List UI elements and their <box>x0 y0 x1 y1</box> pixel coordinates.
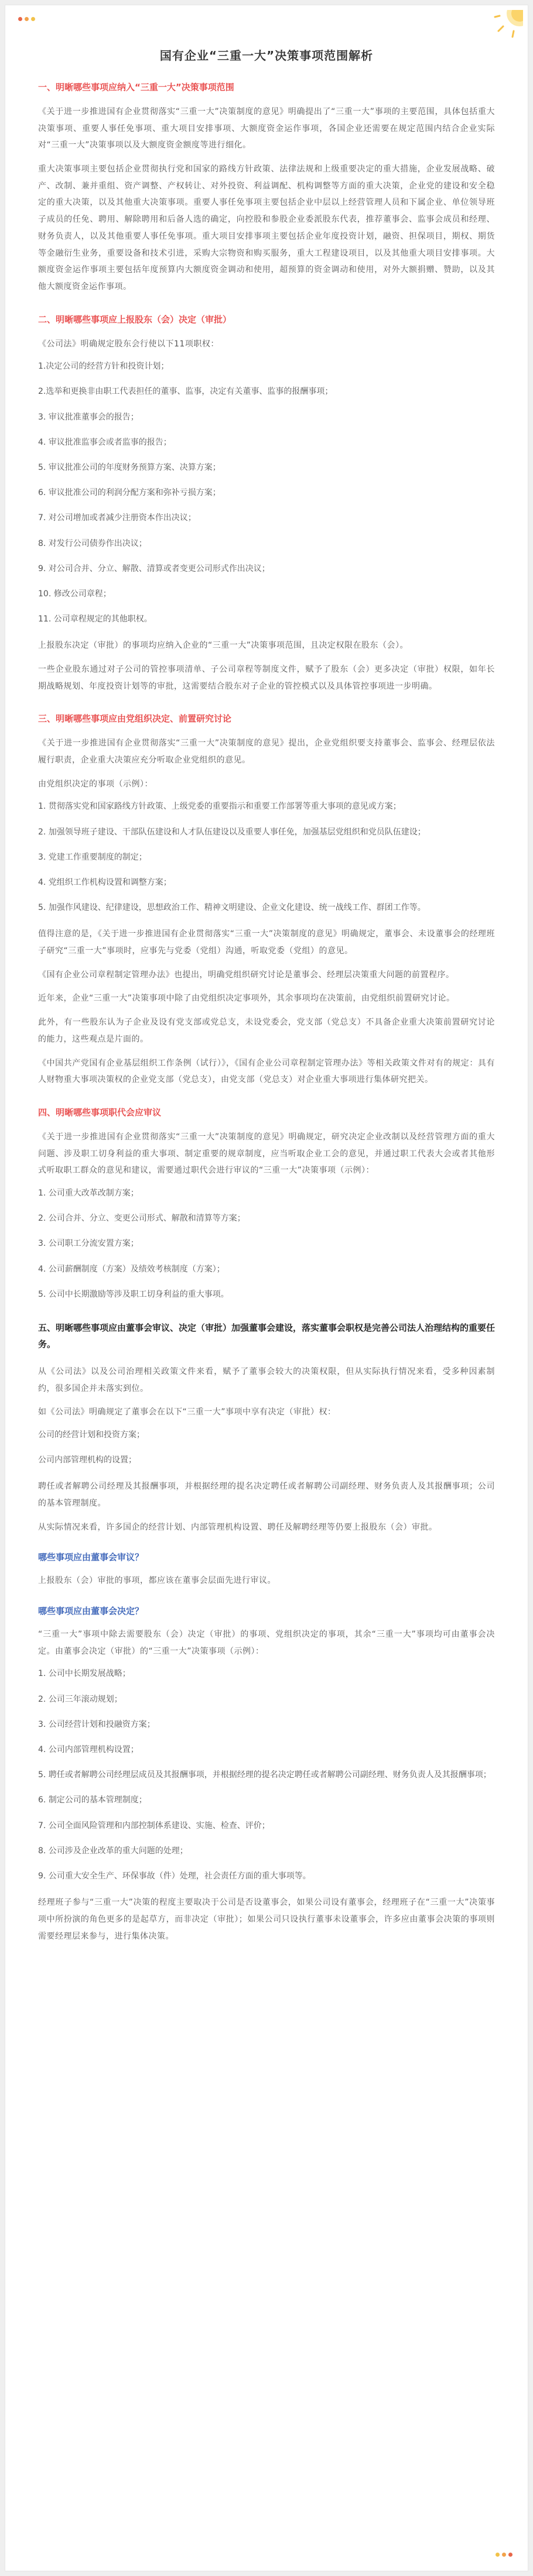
paragraph: 《关于进一步推进国有企业贯彻落实“三重一大”决策制度的意见》明确提出了“三重一大”事项的主要范围，具体包括重大决策事项、重要人事任免事项、重大项目安排事项、大额度资金运作事项，各国企业还需要在规定范围内结合企业实际对“三重一大”决策事项以及大额度资金额度等进行细化。 <box>38 107 495 150</box>
dot-icon <box>18 17 22 21</box>
list-item: 2. 公司合并、分立、变更公司形式、解散和清算等方案； <box>38 1214 245 1224</box>
list-item: 9. 公司重大安全生产、环保事故（件）处理，社会责任方面的重大事项等。 <box>38 1871 311 1881</box>
paragraph: 《关于进一步推进国有企业贯彻落实“三重一大”决策制度的意见》明确规定，研究决定企业改制以及经营管理方面的重大问题、涉及职工切身利益的重大事项、制定重要的规章制度，应当听取企业工会的意见，并通过职工代表大会或者其他形式听取职工群众的意见和建议，需要通过职代会进行审议的“三重一大”决策事项（示例）： <box>38 1132 495 1176</box>
list-item: 3. 公司职工分流安置方案； <box>38 1239 139 1249</box>
list-item: 6. 审议批准公司的利润分配方案和弥补亏损方案； <box>38 488 221 498</box>
article-card <box>5 5 528 2571</box>
paragraph: 从实际情况来看，许多国企的经营计划、内部管理机构设置、聘任及解聘经理等仍要上报股东（会）审批。 <box>38 1522 438 1532</box>
paragraph: 一些企业股东通过对子公司的管控事项清单、子公司章程等制度文件，赋予了股东（会）更多决定（审批）权限，如年长期战略规划、年度投资计划等的审批，这需要结合股东对子企业的管控模式以及具体管控事项进一步明确。 <box>38 665 495 691</box>
dot-icon <box>31 17 35 21</box>
paragraph: 如《公司法》明确规定了董事会在以下“三重一大”事项中享有决定（审批）权： <box>38 1407 336 1417</box>
list-item: 5. 公司中长期激励等涉及职工切身利益的重大事项。 <box>38 1289 229 1299</box>
list-item: 2.选举和更换非由职工代表担任的董事、监事，决定有关董事、监事的报酬事项； <box>38 387 333 397</box>
list-item: 公司的经营计划和投资方案； <box>38 1430 145 1440</box>
paragraph: 上报股东（会）审批的事项，都应该在董事会层面先进行审议。 <box>38 1576 276 1586</box>
list-item: 4. 党组织工作机构设置和调整方案； <box>38 878 172 887</box>
paragraph: 近年来，企业“三重一大”决策事项中除了由党组织决定事项外，其余事项均在决策前，由党组织前置研究讨论。 <box>38 994 455 1004</box>
section-heading: 二、明晰哪些事项应上报股东（会）决定（审批） <box>38 314 232 325</box>
paragraph: 值得注意的是，《关于进一步推进国有企业贯彻落实“三重一大”决策制度的意见》明确规定，董事会、未设董事会的经理班子研究“三重一大”事项时，应事先与党委（党组）沟通，听取党委（党组）的意见。 <box>38 929 495 956</box>
sub-question-heading: 哪些事项应由董事会审议？ <box>38 1552 144 1563</box>
decorative-dots-top <box>18 17 35 21</box>
list-item: 11. 公司章程规定的其他职权。 <box>38 614 152 624</box>
list-item: 5. 聘任或者解聘公司经理层成员及其报酬事项，并根据经理的提名决定聘任或者解聘公司副经理、财务负责人及其报酬事项； <box>38 1770 491 1780</box>
list-item: 5. 加强作风建设、纪律建设，思想政治工作、精神文明建设、企业文化建设、统一战线工作、群团工作等。 <box>38 903 426 913</box>
paragraph: 此外，有一些股东认为子企业及设有党支部或党总支，未设党委会，党支部（党总支）不具备企业重大决策前置研究讨论的能力，这些观点是片面的。 <box>38 1018 495 1044</box>
dot-icon <box>502 2553 506 2557</box>
section-heading: 三、明晰哪些事项应由党组织决定、前置研究讨论 <box>38 713 232 724</box>
dot-icon <box>25 17 29 21</box>
list-item: 8. 公司涉及企业改革的重大问题的处理； <box>38 1846 188 1856</box>
list-item: 2. 公司三年滚动规划； <box>38 1694 122 1704</box>
paragraph: “三重一大”事项中除去需要股东（会）决定（审批）的事项、党组织决定的事项，其余“三重一大”事项均可由董事会决定。由董事会决定（审批）的“三重一大”决策事项（示例）： <box>38 1630 495 1656</box>
list-item: 公司内部管理机构的设置； <box>38 1455 136 1465</box>
list-item: 4. 公司薪酬制度（方案）及绩效考核制度（方案）； <box>38 1264 225 1274</box>
list-item: 3. 审议批准董事会的报告； <box>38 412 139 422</box>
list-item: 1.决定公司的经营方针和投资计划； <box>38 362 169 372</box>
article-body <box>38 81 495 1945</box>
paragraph: 由党组织决定的事项（示例）： <box>38 779 153 789</box>
list-item: 4. 公司内部管理机构设置； <box>38 1745 139 1754</box>
list-item: 4. 审议批准监事会或者监事的报告； <box>38 437 172 447</box>
list-item: 1. 公司重大改革改制方案； <box>38 1188 139 1198</box>
paragraph: 《中国共产党国有企业基层组织工作条例（试行）》，《国有企业公司章程制定管理办法》等相关政策文件对有的规定：具有人财物重大事项决策权的企业党支部（党总支），由党支部（党总支）对企业重大事项进行集体研究把关。 <box>38 1058 495 1085</box>
paragraph: 《关于进一步推进国有企业贯彻落实“三重一大”决策制度的意见》提出，企业党组织要支持董事会、监事会、经理层依法履行职责，企业重大决策应充分听取企业党组织的意见。 <box>38 739 495 765</box>
paragraph: 重大决策事项主要包括企业贯彻执行党和国家的路线方针政策、法律法规和上级重要决定的重大措施，企业发展战略、破产、改制、兼并重组、资产调整、产权转让、对外投资、利益调配、机构调整等方面的重大决策，企业党的建设和安全稳定的重大决策，以及其他重大决策事项。重要人事任免事项主要包括企业中层以上经营管理人员和下属企业、单位领导班子成员的任免、聘用、解除聘用和后备人选的确定，向控股和参股企业委派股东代表，推荐董事会、监事会成员和经理、财务负责人，以及其他重要人事任免事项。重大项目安排事项主要包括企业年度投资计划，融资、担保项目，期权、期货等金融衍生业务，重要设备和技术引进，采购大宗物资和购买服务，重大工程建设项目，以及其他重大项目安排事项。大额度资金运作事项主要包括年度预算内大额度资金调动和使用，超预算的资金调动和使用，对外大额捐赠、赞助，以及其他大额度资金运作事项。 <box>38 164 495 291</box>
list-item: 3. 公司经营计划和投融资方案； <box>38 1719 155 1729</box>
dot-icon <box>508 2553 512 2557</box>
article-title: 国有企业“三重一大”决策事项范围解析 <box>159 49 374 63</box>
list-item: 1. 公司中长期发展战略； <box>38 1669 131 1679</box>
list-item: 6. 制定公司的基本管理制度； <box>38 1795 147 1805</box>
section-heading: 五、明晰哪些事项应由董事会审议、决定（审批）加强董事会建设，落实董事会职权是完善公司法人治理结构的重要任务。 <box>38 1322 496 1350</box>
list-item: 1. 贯彻落实党和国家路线方针政策、上级党委的重要指示和重要工作部署等重大事项的意见或方案； <box>38 802 401 812</box>
paragraph: 经理班子参与“三重一大”决策的程度主要取决于公司是否设董事会，如果公司设有董事会，经理班子在“三重一大”决策事项中所扮演的角色更多的是起草方，而非决定（审批）；如果公司只设执行董事未设董事会，许多应由董事会决策的事项则需要经理层来参与，进行集体决策。 <box>38 1898 495 1941</box>
paragraph: 聘任或者解聘公司经理及其报酬事项，并根据经理的提名决定聘任或者解聘公司副经理、财务负责人及其报酬事项；公司的基本管理制度。 <box>38 1482 495 1508</box>
list-item: 7. 对公司增加或者减少注册资本作出决议； <box>38 513 196 523</box>
section-heading: 四、明晰哪些事项职代会应审议 <box>38 1107 162 1118</box>
list-item: 10. 修改公司章程； <box>38 589 111 599</box>
list-item: 3. 党建工作重要制度的制定； <box>38 852 147 862</box>
section-heading: 一、明晰哪些事项应纳入“三重一大”决策事项范围 <box>38 82 234 92</box>
list-item: 9. 对公司合并、分立、解散、清算或者变更公司形式作出决议； <box>38 564 270 573</box>
dot-icon <box>496 2553 500 2557</box>
paragraph: 《国有企业公司章程制定管理办法》也提出，明确党组织研究讨论是董事会、经理层决策重大问题的前置程序。 <box>38 970 455 980</box>
paragraph: 从《公司法》以及公司治理相关政策文件来看，赋予了董事会较大的决策权限，但从实际执行情况来看，受多种因素制约，很多国企并未落实到位。 <box>38 1366 495 1393</box>
decorative-dots-bottom <box>496 2553 512 2557</box>
paragraph: 《公司法》明确规定股东会行使以下11项职权： <box>38 339 219 349</box>
list-item: 8. 对发行公司债券作出决议； <box>38 538 147 548</box>
list-item: 2. 加强领导班子建设、干部队伍建设和人才队伍建设以及重要人事任免，加强基层党组织和党员队伍建设； <box>38 827 426 837</box>
paragraph: 上报股东决定（审批）的事项均应纳入企业的“三重一大”决策事项范围，且决定权限在股东（会）。 <box>38 641 409 651</box>
list-item: 7. 公司全面风险管理和内部控制体系建设、实施、检查、评价； <box>38 1821 270 1830</box>
sub-question-heading: 哪些事项应由董事会决定？ <box>38 1606 144 1617</box>
article-content <box>38 46 495 1952</box>
list-item: 5. 审议批准公司的年度财务预算方案、决算方案； <box>38 463 221 472</box>
sun-corner-icon <box>486 10 523 47</box>
